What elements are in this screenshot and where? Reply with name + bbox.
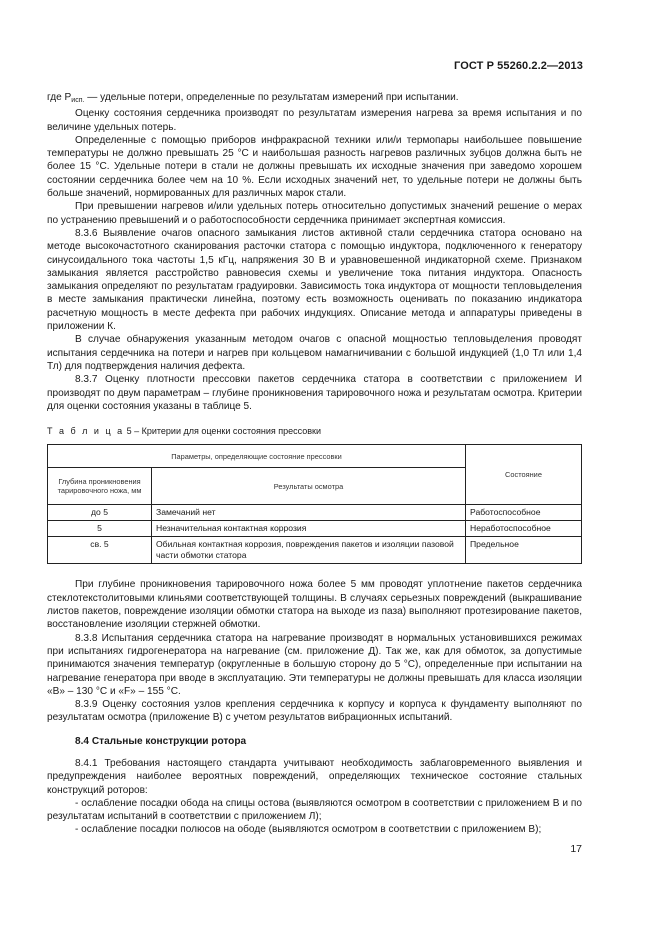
section-heading-8-4: 8.4 Стальные конструкции ротора <box>75 735 247 747</box>
cell-depth: св. 5 <box>48 537 152 564</box>
paragraph-8-3-9: 8.3.9 Оценку состояния узлов крепления сердечника к корпусу и корпуса к фундаменту выполняют по результатам осмотра (приложение В) с учетом результатов вибрационных испытаний. <box>47 699 582 724</box>
header-inspection-results: Результаты осмотра <box>152 468 466 505</box>
paragraph-8-3-7: 8.3.7 Оценку плотности прессовки пакетов сердечника статора в соответствии с приложением И производят по двум параметрам – глубине проникновения тарировочного ножа и результатам осмотра. Критерии для оценки состояния указаны в таблице 5. <box>47 374 582 412</box>
table-caption-title: 5 – Критерии для оценки состояния прессовки <box>124 426 321 437</box>
paragraph-8-3-8: 8.3.8 Испытания сердечника статора на нагревание производят в нормальных установившихся режимах при испытаниях гидрогенератора на нагревание (см. приложение Д). Так же, как для обмоток, за допустимые принимаются значения температур (округленные в большую сторону до 5 °С), определенные при испытании на нагревание генератора при вводе в эксплуатацию. Эти температуры не должны превышать для класса изоляции «В» – 130 °С и «F» – 155 °С. <box>47 632 582 697</box>
table-caption <box>47 425 582 438</box>
list-item: - ослабление посадки полюсов на ободе (выявляются осмотром в соответствии с приложением В); <box>75 824 542 836</box>
table-row <box>48 537 582 564</box>
table-caption-prefix: Т а б л и ц а <box>47 426 125 437</box>
paragraph-expert-commission: При превышении нагревов и/или удельных потерь относительно допустимых значений решение о мерах по устранению превышений и о работоспособности сердечника принимает экспертная комиссия. <box>47 201 582 226</box>
header-state: Состояние <box>466 445 582 505</box>
paragraph-ring-magnetization: В случае обнаружения указанным методом очагов с опасной мощностью тепловыделения проводят испытания сердечника на потери и нагрев при кольцевом намагничивании с большой индукцией (1,0 Тл или 1,4 Тл) для подтверждения наличия дефекта. <box>47 334 582 372</box>
criteria-table <box>47 444 582 564</box>
cell-result: Незначительная контактная коррозия <box>152 521 466 537</box>
document-header: ГОСТ Р 55260.2.2—2013 <box>454 60 583 72</box>
cell-state: Неработоспособное <box>466 521 582 537</box>
paragraph-core-assessment: Оценку состояния сердечника производят по результатам измерения нагрева за время испытания и по величине удельных потерь. <box>47 108 582 133</box>
formula-definition: — удельные потери, определенные по результатам измерений при испытании. <box>84 92 459 103</box>
document-body <box>47 91 582 837</box>
paragraph-8-3-6: 8.3.6 Выявление очагов опасного замыкания листов активной стали сердечника статора основано на методе высокочастотного сканирования расточки статора с помощью индуктора, подключенного к генератору синусоидального тока частоты 1,5 кГц, напряжения 30 В и уравновешенной индикаторной схеме. Признаком замыкания является расстройство равновесия схемы и увеличение тока питания индуктора. Опасность замыкания определяют по результатам градуировки. Зависимость тока индуктора от мощности тепловыделения в месте замыкания практически линейна, поэтому есть возможность оценивать по показанию индикатора расчетную мощность в месте дефекта при рабочих индукциях. Описание метода и аппаратуры приведены в приложении К. <box>47 227 582 333</box>
header-depth: Глубина проникновения тарировочного ножа, мм <box>48 468 152 505</box>
cell-depth: 5 <box>48 521 152 537</box>
list-item: - ослабление посадки обода на спицы остова (выявляются осмотром в соответствии с приложением В и по результатам испытаний в соответствии с приложением Л); <box>47 797 582 823</box>
cell-state: Работоспособное <box>466 505 582 521</box>
formula-subscript: исп. <box>71 97 85 104</box>
paragraph-temperature-limits: Определенные с помощью приборов инфракрасной техники или/и термопары наибольшее повышение температуры не должно превышать 25 °С и наибольшая разность нагревов различных зубцов должна быть не более 15 °С. Удельные потери в стали не должны превышать их исходные значения при заведомо хорошем состоянии сердечника более чем на 10 %. Если исходных значений нет, то удельные потери не должны быть больше значений, нормированных для различных марок стали. <box>47 134 582 200</box>
cell-depth: до 5 <box>48 505 152 521</box>
table-header-row <box>48 445 582 468</box>
formula-symbol: где Р <box>47 92 72 103</box>
paragraph-8-4-1: 8.4.1 Требования настоящего стандарта учитывают необходимость заблаговременного выявления и предупреждения наиболее вероятных повреждений, определяющих техническое состояние стальных конструкций роторов: <box>47 757 582 796</box>
cell-result: Обильная контактная коррозия, повреждения пакетов и изоляции пазовой части обмотки статора <box>152 537 466 564</box>
cell-state: Предельное <box>466 537 582 564</box>
page-number: 17 <box>570 843 582 855</box>
cell-result: Замечаний нет <box>152 505 466 521</box>
formula-explanation <box>47 91 582 107</box>
header-parameters-group: Параметры, определяющие состояние прессовки <box>48 445 466 468</box>
table-row <box>48 521 582 537</box>
table-row <box>48 505 582 521</box>
paragraph-knife-depth: При глубине проникновения тарировочного ножа более 5 мм проводят уплотнение пакетов сердечника стеклотекстолитовыми клиньями соответствующей толщины. В случаях серьезных повреждений (выкрашивание листов пакетов, повреждение изоляции обмотки статора на выходе из паза) выполняют протезирование пакетов, восстановление изоляции стержней обмотки. <box>47 579 582 631</box>
